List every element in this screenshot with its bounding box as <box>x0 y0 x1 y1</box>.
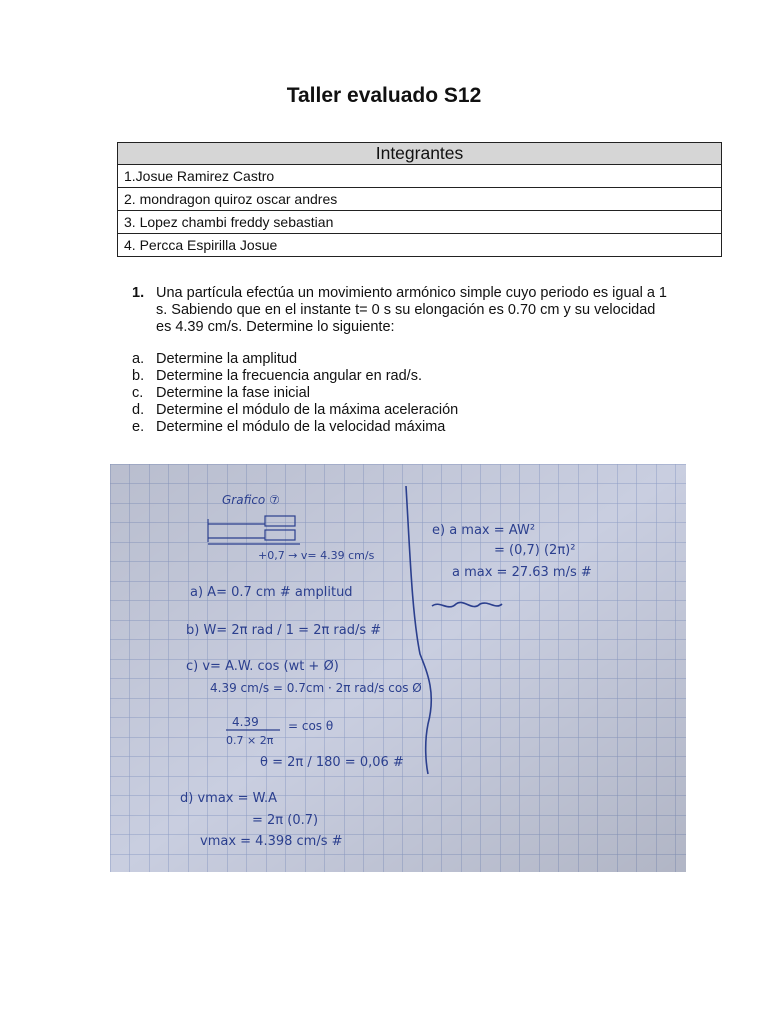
hw-c3-rhs: = cos θ <box>288 719 334 733</box>
item-text: Determine la frecuencia angular en rad/s. <box>156 368 422 384</box>
question-number: 1. <box>132 285 145 301</box>
question-items <box>132 351 458 436</box>
item-text: Determine el módulo de la velocidad máxima <box>156 419 446 435</box>
document-title: Taller evaluado S12 <box>286 84 482 107</box>
hw-d2: = 2π (0.7) <box>252 813 319 828</box>
item-letter: c. <box>132 385 144 401</box>
item-text: Determine la amplitud <box>156 351 298 367</box>
question-item <box>132 385 458 402</box>
hw-d3: vmax = 4.398 cm/s # <box>200 834 343 849</box>
hw-e1: e) a max = AW² <box>432 523 536 538</box>
question-item <box>132 419 458 436</box>
question-item <box>132 351 458 368</box>
item-text: Determine la fase inicial <box>156 385 310 401</box>
hw-c1: c) v= A.W. cos (wt + Ø) <box>186 659 339 674</box>
members-table <box>117 142 722 257</box>
hw-e2: = (0,7) (2π)² <box>494 543 576 558</box>
item-text: Determine el módulo de la máxima aceleración <box>156 402 459 418</box>
hw-a: a) A= 0.7 cm # amplitud <box>190 585 353 600</box>
member-row: 4. Percca Espirilla Josue <box>118 234 722 257</box>
item-letter: a. <box>132 351 145 367</box>
hw-c4: θ = 2π / 180 = 0,06 # <box>260 755 404 770</box>
members-header: Integrantes <box>118 143 722 165</box>
item-letter: b. <box>132 368 145 384</box>
hw-diagram-label: +0,7 → v= 4.39 cm/s <box>258 549 375 562</box>
handwritten-solution-photo <box>110 464 686 872</box>
hw-c3-num: 4.39 <box>232 715 259 729</box>
item-letter: e. <box>132 419 145 435</box>
member-row: 3. Lopez chambi freddy sebastian <box>118 211 722 234</box>
item-letter: d. <box>132 402 145 418</box>
hw-grafico: Grafico ⑦ <box>222 493 280 507</box>
question-item <box>132 402 458 419</box>
member-row: 2. mondragon quiroz oscar andres <box>118 188 722 211</box>
hw-e3: a max = 27.63 m/s # <box>452 565 592 580</box>
hw-b: b) W= 2π rad / 1 = 2π rad/s # <box>186 623 382 638</box>
question-item <box>132 368 458 385</box>
member-row: 1.Josue Ramirez Castro <box>118 165 722 188</box>
question-text: Una partícula efectúa un movimiento armónico simple cuyo periodo es igual a 1 s. Sabiendo que en el instante t= 0 s su elongación es 0.70 cm y su velocidad es 4.39 cm/s. Determine lo siguiente: <box>156 285 667 335</box>
hw-d1: d) vmax = W.A <box>180 791 278 806</box>
photo-canvas <box>110 464 686 872</box>
hw-c3-den: 0.7 × 2π <box>226 734 274 747</box>
question-1 <box>132 285 672 336</box>
hw-c2: 4.39 cm/s = 0.7cm · 2π rad/s cos Ø <box>210 681 422 695</box>
